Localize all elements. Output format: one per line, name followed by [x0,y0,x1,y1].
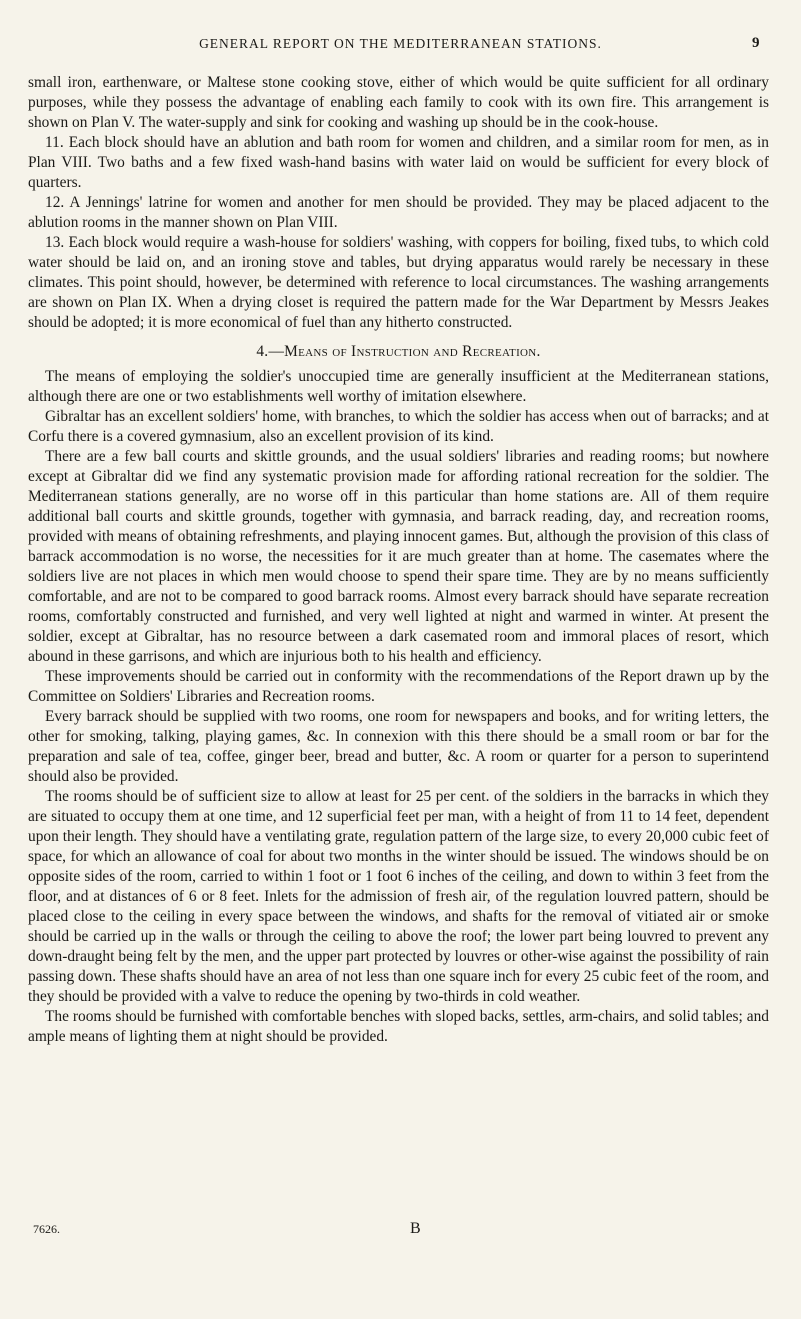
paragraph-every-barrack: Every barrack should be supplied with two rooms, one room for newspapers and books, and for writing letters, the other for smoking, talking, playing games, &c. In connexion with this there should be a small room or bar for the preparation and sale of tea, coffee, ginger beer, bread and butter, &c. A room or quarter for a person to superintend should also be provided. [28,708,769,785]
paragraph-13: 13. Each block would require a wash-house for soldiers' washing, with coppers for boiling, fixed tubs, to which cold water should be laid on, and an ironing stove and tables, but drying apparatus would rarely be necessary in these climates. This point should, however, be determined with reference to local circumstances. The washing arrangements are shown on Plan IX. When a drying closet is required the pattern made for the War Department by Messrs Jeakes should be adopted; it is more economical of fuel than any hitherto constructed. [28,234,769,331]
section-heading [28,342,769,362]
page-number: 9 [752,35,760,51]
section-title: Means of Instruction and Recreation. [284,343,541,360]
paragraph-gibraltar: Gibraltar has an excellent soldiers' home, with branches, to which the soldier has access when out of barracks; and at Corfu there is a covered gymnasium, also an excellent provision of its kind. [28,408,769,445]
body-text [28,73,769,1047]
print-code: 7626. [33,1222,60,1236]
paragraph-means: The means of employing the soldier's unoccupied time are generally insufficient at the Mediterranean stations, although there are one or two establishments well worthy of imitation elsewhere. [28,368,769,405]
paragraph-12: 12. A Jennings' latrine for women and another for men should be provided. They may be placed adjacent to the ablution rooms in the manner shown on Plan VIII. [28,194,769,231]
paragraph-room-size: The rooms should be of sufficient size to allow at least for 25 per cent. of the soldiers in the barracks in which they are situated to occupy them at one time, and 12 superficial feet per man, with a height of from 11 to 14 feet, dependent upon their length. They should have a ventilating grate, regulation pattern of the large size, to every 20,000 cubic feet of space, for which an allowance of coal for about two months in the winter should be issued. The windows should be on opposite sides of the room, carried to within 1 foot or 1 foot 6 inches of the ceiling, and down to within 3 feet from the floor, and at distances of 6 or 8 feet. Inlets for the admission of fresh air, of the regulation louvred pattern, should be placed close to the ceiling in every space between the windows, and shafts for the removal of vitiated air or smoke should be carried up in the walls or through the ceiling to above the roof; the lower part being louvred to prevent any down-draught being felt by the men, and the upper part protected by louvres or other-wise against the possibility of rain passing down. These shafts should have an area of not less than one square inch for every 25 cubic feet of the room, and they should be provided with a valve to reduce the opening by two-thirds in cold weather. [28,788,769,1005]
paragraph-furnishing: The rooms should be furnished with comfortable benches with sloped backs, settles, arm-chairs, and solid tables; and ample means of lighting them at night should be provided. [28,1008,769,1045]
signature-mark: B [410,1220,421,1237]
paragraph-ball-courts: There are a few ball courts and skittle grounds, and the usual soldiers' libraries and reading rooms; but nowhere except at Gibraltar did we find any systematic provision made for affording rational recreation for the soldier. The Mediterranean stations generally, are no worse off in this particular than home stations are. All of them require additional ball courts and skittle grounds, together with gymnasia, and barrack reading, day, and recreation rooms, provided with means of obtaining refreshments, and playing innocent games. But, although the provision of this class of barrack accommodation is no worse, the necessities for it are much greater than at home. The casemates where the soldiers live are not places in which men would choose to spend their spare time. They are by no means sufficiently comfortable, and are not to be compared to good barrack rooms. Almost every barrack should have separate recreation rooms, comfortably constructed and furnished, and very well lighted at night and warmed in winter. At present the soldier, except at Gibraltar, has no resource between a dark casemated room and immoral places of resort, which abound in these garrisons, and which are injurious both to his health and efficiency. [28,448,769,665]
paragraph-continued: small iron, earthenware, or Maltese stone cooking stove, either of which would be quite sufficient for all ordinary purposes, while they possess the advantage of enabling each family to cook with its own fire. This arrangement is shown on Plan V. The water-supply and sink for cooking and washing up should be in the cook-house. [28,74,769,131]
page-footer [28,1222,769,1242]
paragraph-11: 11. Each block should have an ablution and bath room for women and children, and a similar room for men, as in Plan VIII. Two baths and a few fixed wash-hand basins with water laid on would be sufficient for every block of quarters. [28,134,769,191]
section-number: 4.— [256,343,285,360]
paragraph-improvements: These improvements should be carried out in conformity with the recommendations of the Report drawn up by the Committee on Soldiers' Libraries and Recreation rooms. [28,668,769,705]
running-title: GENERAL REPORT ON THE MEDITERRANEAN STATIONS. [199,36,602,51]
